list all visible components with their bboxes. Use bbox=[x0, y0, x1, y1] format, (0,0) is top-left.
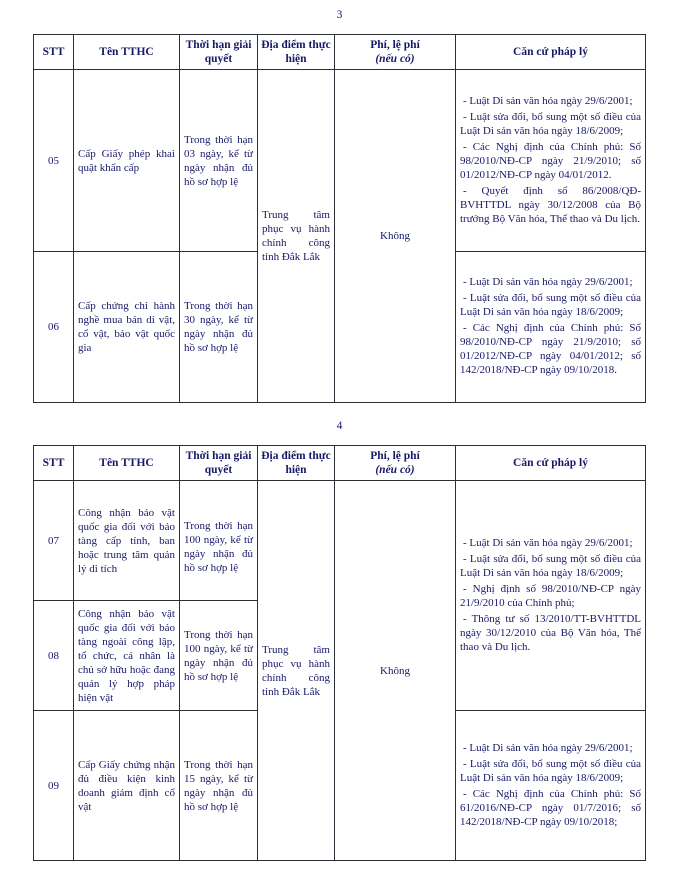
column-header-time: Thời hạn giải quyết bbox=[180, 35, 258, 70]
legal-item: - Các Nghị định của Chính phủ: Số 98/2010/NĐ-CP ngày 21/9/2010; số 01/2012/NĐ-CP ngày 04/01/2012; số 142/2018/NĐ-CP ngày 09/10/2018. bbox=[460, 322, 641, 376]
legal-item: - Luật sửa đổi, bổ sung một số điều của Luật Di sản văn hóa ngày 18/6/2009; bbox=[460, 110, 641, 137]
page-number-4: 4 bbox=[336, 420, 343, 432]
column-header-time: Thời hạn giải quyết bbox=[180, 446, 258, 481]
table-header-row bbox=[34, 35, 646, 70]
legal-basis-cell bbox=[456, 711, 646, 861]
processing-time: Trong thời hạn 100 ngày, kể từ ngày nhận đủ hồ sơ hợp lệ bbox=[180, 481, 258, 601]
stt-cell: 05 bbox=[34, 70, 74, 252]
page-number-3: 3 bbox=[336, 9, 343, 21]
fee-header-line1: Phí, lệ phí bbox=[370, 39, 420, 51]
legal-item: - Các Nghị định của Chính phủ: Số 61/2016/NĐ-CP ngày 01/7/2016; số 142/2018/NĐ-CP ngày 09/10/2018; bbox=[460, 787, 641, 828]
fee-header-line1: Phí, lệ phí bbox=[370, 450, 420, 462]
column-header-legal: Căn cứ pháp lý bbox=[456, 35, 646, 70]
column-header-fee bbox=[335, 35, 456, 70]
column-header-location: Địa điểm thực hiện bbox=[258, 35, 335, 70]
fee-header-line2: (nếu có) bbox=[375, 53, 415, 65]
processing-time: Trong thời hạn 100 ngày, kể từ ngày nhận đủ hồ sơ hợp lệ bbox=[180, 601, 258, 711]
processing-time: Trong thời hạn 15 ngày, kể từ ngày nhận đủ hồ sơ hợp lệ bbox=[180, 711, 258, 861]
location-cell: Trung tâm phục vụ hành chính công tỉnh Đắk Lắk bbox=[258, 481, 335, 861]
legal-item: - Luật sửa đổi, bổ sung một số điều của Luật Di sản văn hóa ngày 18/6/2009; bbox=[460, 292, 641, 318]
procedure-name: Cấp Giấy phép khai quật khẩn cấp bbox=[74, 70, 180, 252]
location-cell: Trung tâm phục vụ hành chính công tỉnh Đắk Lắk bbox=[258, 70, 335, 403]
procedure-name: Cấp chứng chỉ hành nghề mua bán di vật, cổ vật, bảo vật quốc gia bbox=[74, 252, 180, 403]
column-header-stt: STT bbox=[34, 35, 74, 70]
legal-item: - Quyết định số 86/2008/QĐ-BVHTTDL ngày 30/12/2008 của Bộ trưởng Bộ Văn hóa, Thể thao và Du lịch. bbox=[460, 184, 641, 225]
fee-cell: Không bbox=[335, 70, 456, 403]
legal-item: - Luật Di sản văn hóa ngày 29/6/2001; bbox=[463, 741, 633, 754]
legal-item: - Các Nghị định của Chính phủ: Số 98/2010/NĐ-CP ngày 21/9/2010; số 01/2012/NĐ-CP ngày 04/01/2012. bbox=[460, 140, 641, 181]
legal-item: - Luật Di sản văn hóa ngày 29/6/2001; bbox=[463, 276, 633, 288]
column-header-name: Tên TTHC bbox=[74, 35, 180, 70]
table-row-07 bbox=[34, 481, 646, 601]
fee-cell: Không bbox=[335, 481, 456, 861]
stt-cell: 07 bbox=[34, 481, 74, 601]
processing-time: Trong thời hạn 03 ngày, kể từ ngày nhận đủ hồ sơ hợp lệ bbox=[180, 70, 258, 252]
procedures-table-page-3 bbox=[33, 34, 646, 403]
legal-item: - Luật sửa đổi, bổ sung một số điều của Luật Di sản văn hóa ngày 18/6/2009; bbox=[460, 757, 641, 784]
legal-basis-cell bbox=[456, 252, 646, 403]
table-row-05 bbox=[34, 70, 646, 252]
stt-cell: 08 bbox=[34, 601, 74, 711]
column-header-stt: STT bbox=[34, 446, 74, 481]
legal-basis-cell bbox=[456, 481, 646, 711]
column-header-legal: Căn cứ pháp lý bbox=[456, 446, 646, 481]
legal-item: - Luật sửa đổi, bổ sung một số điều của Luật Di sản văn hóa ngày 18/6/2009; bbox=[460, 552, 641, 579]
stt-cell: 09 bbox=[34, 711, 74, 861]
column-header-location: Địa điểm thực hiện bbox=[258, 446, 335, 481]
fee-header-line2: (nếu có) bbox=[375, 464, 415, 476]
stt-cell: 06 bbox=[34, 252, 74, 403]
procedure-name: Công nhận bảo vật quốc gia đối với bảo tàng ngoài công lập, tổ chức, cá nhân là chủ sở hữu hoặc đang quản lý hợp pháp hiện vật bbox=[74, 601, 180, 711]
column-header-fee bbox=[335, 446, 456, 481]
legal-item: - Thông tư số 13/2010/TT-BVHTTDL ngày 30/12/2010 của Bộ Văn hóa, Thể thao và Du lịch. bbox=[460, 612, 641, 653]
table-header-row bbox=[34, 446, 646, 481]
procedures-table-page-4 bbox=[33, 445, 646, 861]
procedure-name: Cấp Giấy chứng nhận đủ điều kiện kinh doanh giám định cổ vật bbox=[74, 711, 180, 861]
legal-item: - Luật Di sản văn hóa ngày 29/6/2001; bbox=[463, 94, 633, 107]
legal-item: - Luật Di sản văn hóa ngày 29/6/2001; bbox=[463, 536, 633, 549]
legal-item: - Nghị định số 98/2010/NĐ-CP ngày 21/9/2010 của Chính phủ; bbox=[460, 582, 641, 609]
procedure-name: Công nhận bảo vật quốc gia đối với bảo tàng cấp tỉnh, ban hoặc trung tâm quản lý di tích bbox=[74, 481, 180, 601]
processing-time: Trong thời hạn 30 ngày, kể từ ngày nhận đủ hồ sơ hợp lệ bbox=[180, 252, 258, 403]
column-header-name: Tên TTHC bbox=[74, 446, 180, 481]
legal-basis-cell bbox=[456, 70, 646, 252]
